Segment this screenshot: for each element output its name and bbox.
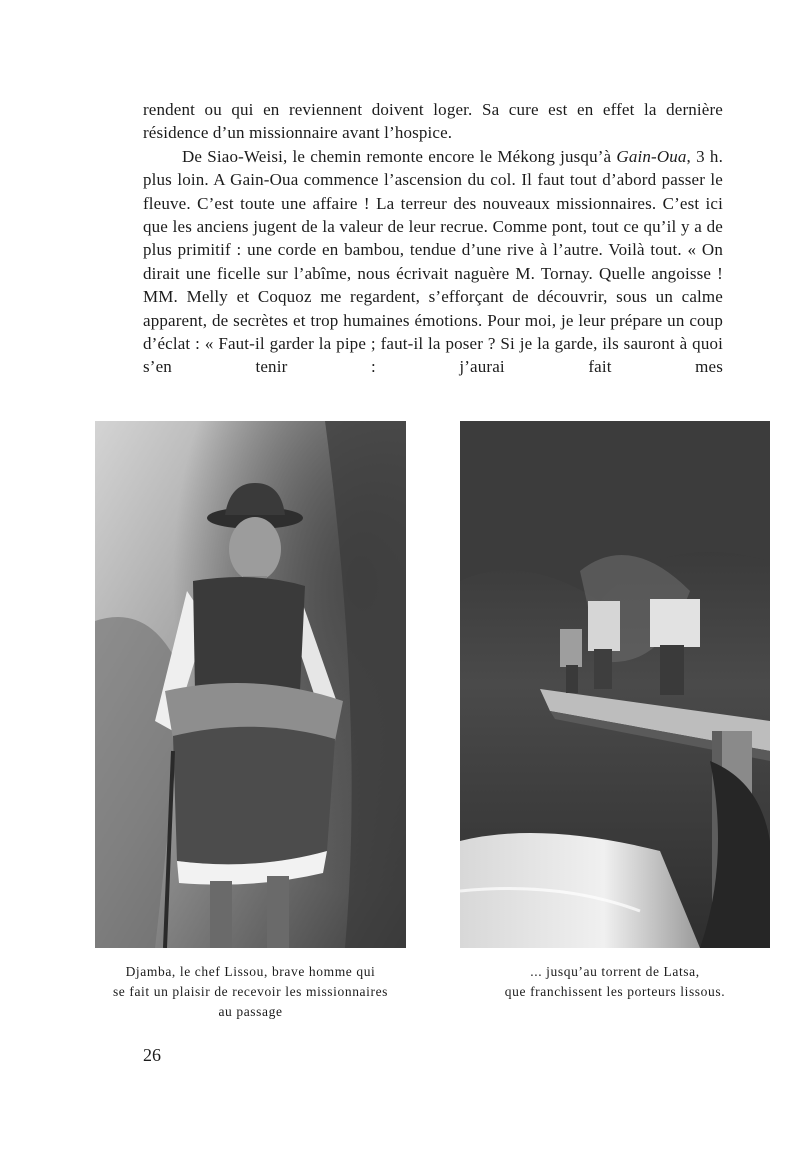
caption-left-line-1: Djamba, le chef Lissou, brave homme qui bbox=[125, 964, 376, 979]
paragraph-2 bbox=[143, 145, 723, 379]
caption-left-line-3: au passage bbox=[218, 1004, 283, 1019]
paragraph-2-lead: De Siao-Weisi, le chemin remonte encore le Mékong jusqu’à bbox=[182, 146, 617, 166]
body-text bbox=[143, 98, 723, 379]
paragraph-2-rest: , 3 h. plus loin. A Gain-Oua commence l’ascension du col. Il faut tout d’abord passer le fleuve. C’est toute une affaire ! La terreur des nouveaux missionnaires. C’est ici que les anciens jugent de la valeur de leur recrue. Comme pont, tout ce qu’il y a de plus primitif : une corde en bambou, tendue d’une rive à l’autre. Voilà tout. « On dirait une ficelle sur l’abîme, nous écrivait naguère M. Tornay. Quelle angoisse ! MM. Melly et Coquoz me regardent, s’efforçant de découvrir, sous un calme apparent, de secrètes et trop humaines émotions. Pour moi, je leur prépare un coup d’éclat : « Faut-il garder la pipe ; faut-il la poser ? Si je la garde, ils sauront à quoi s’en tenir : j’aurai fait mes bbox=[143, 146, 723, 377]
caption-right-line-2: que franchissent les porteurs lissous. bbox=[504, 984, 726, 999]
caption-right bbox=[455, 962, 775, 1002]
photo-latsa-torrent-bridge bbox=[460, 421, 770, 948]
place-name-gain-oua: Gain-Oua bbox=[616, 146, 687, 166]
caption-left-line-2: se fait un plaisir de recevoir les missionnaires bbox=[112, 984, 389, 999]
page-number: 26 bbox=[143, 1045, 161, 1065]
caption-left bbox=[83, 962, 418, 1022]
caption-right-line-1: ... jusqu’au torrent de Latsa, bbox=[530, 964, 700, 979]
paragraph-1: rendent ou qui en reviennent doivent loger. Sa cure est en effet la dernière résidence d’un missionnaire avant l’hospice. bbox=[143, 100, 723, 143]
photo-lissou-chief bbox=[95, 421, 406, 948]
